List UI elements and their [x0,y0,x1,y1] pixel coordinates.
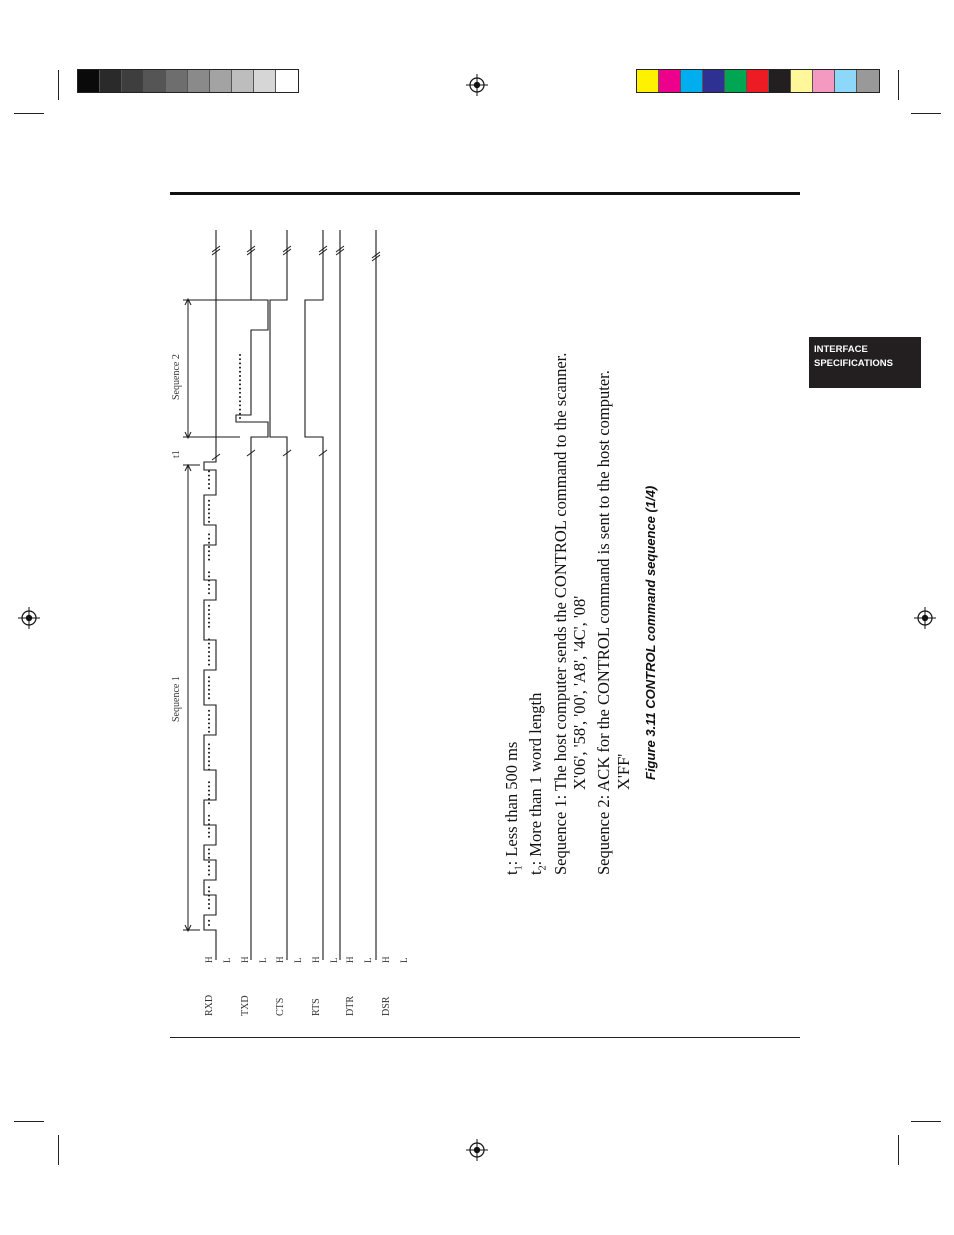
signal-name-dsr: DSR [381,996,392,1016]
t2-subscript: 2 [537,865,549,871]
legend-seq1-line1: Sequence 1: The host computer sends the CONTROL command to the scanner. [551,352,570,875]
signal-low-label: L [258,957,268,963]
bit-dot [208,500,210,502]
bit-dot [239,404,241,406]
bit-dot [239,379,241,381]
bit-dot [208,676,210,678]
bit-dot [208,920,210,922]
bit-dot [208,790,210,792]
bit-dot [208,798,210,800]
bit-dot [208,760,210,762]
bit-dot [208,571,210,573]
bit-dot [208,832,210,834]
bit-dot [208,727,210,729]
t1-subscript: 1 [513,865,525,871]
bit-dot [208,647,210,649]
bit-dot [239,400,241,402]
bit-dot [208,819,210,821]
bit-dot [239,354,241,356]
bit-dot [239,409,241,411]
bit-dot [208,542,210,544]
section-tab-line1: INTERFACE [814,344,868,355]
rts-waveform [305,230,323,960]
signal-name-rts: RTS [311,998,322,1016]
bit-dot [208,584,210,586]
legend-seq1-line2: X'06', '58', '00', 'A8', '4C', '08' [570,595,589,790]
bit-dot [208,470,210,472]
bit-dot [208,655,210,657]
signal-low-label: L [399,957,409,963]
t1-symbol: t [502,870,521,875]
bit-dot [208,764,210,766]
bit-dot [208,559,210,561]
bit-dot [208,861,210,863]
cts-waveform [270,230,287,960]
signal-high-label: H [240,956,250,963]
bit-dot [208,907,210,909]
bit-dot [208,924,210,926]
bit-dot [208,827,210,829]
signal-name-txd: TXD [240,995,251,1016]
bit-dot [208,643,210,645]
signal-high-label: H [311,956,321,963]
bit-dot [239,383,241,385]
signal-high-label: H [345,956,355,963]
bit-dot [208,853,210,855]
bit-dot [239,375,241,377]
bit-dot [208,748,210,750]
legend-t1 [504,742,524,875]
bit-dot [208,689,210,691]
bit-dot [208,874,210,876]
t2-symbol: t [526,870,545,875]
t2-text: : More than 1 word length [526,692,545,866]
bit-dot [208,890,210,892]
bit-dot [208,487,210,489]
bit-dot [208,899,210,901]
bit-dot [208,697,210,699]
signal-low-label: L [222,957,232,963]
bit-dot [208,626,210,628]
bit-dot [208,605,210,607]
signal-low-label: L [363,957,373,963]
bit-dot [239,367,241,369]
bit-dot [239,413,241,415]
bit-dot [208,815,210,817]
bit-dot [208,592,210,594]
bit-dot [208,575,210,577]
bit-dot [208,580,210,582]
bit-dot [208,651,210,653]
bit-dot [208,731,210,733]
bit-dot [208,512,210,514]
bit-dot [208,638,210,640]
bit-dot [208,546,210,548]
bit-dot [208,781,210,783]
bit-dot [208,554,210,556]
bit-dot [208,857,210,859]
sequence1-label: Sequence 1 [171,676,182,722]
bit-dot [208,802,210,804]
bit-dot [208,903,210,905]
bit-dot [239,417,241,419]
t1-label: t1 [171,450,182,458]
bit-dot [239,388,241,390]
bit-dot [208,895,210,897]
legend-seq2-line2: X'FF' [614,753,633,790]
bit-dot [208,533,210,535]
bit-dot [208,693,210,695]
bit-dot [208,479,210,481]
bit-dot [239,358,241,360]
bit-dot [208,752,210,754]
bit-dot [208,848,210,850]
bit-dot [208,550,210,552]
t1-text: : Less than 500 ms [502,741,521,866]
bit-dot [208,508,210,510]
bit-dot [208,743,210,745]
bit-dot [208,756,210,758]
bit-dot [208,769,210,771]
bit-dot [208,886,210,888]
bit-dot [208,521,210,523]
legend-t2 [528,693,548,875]
bit-dot [208,794,210,796]
signal-name-rxd: RXD [204,994,215,1016]
signal-name-dtr: DTR [345,996,356,1016]
bit-dot [208,718,210,720]
bit-dot [208,504,210,506]
sequence2-label: Sequence 2 [171,354,182,400]
signal-low-label: L [329,957,339,963]
bit-dot [208,823,210,825]
bit-dot [208,475,210,477]
signal-low-label: L [293,957,303,963]
bit-dot [208,865,210,867]
bit-dot [208,785,210,787]
bit-dot [208,659,210,661]
txd-waveform [236,230,268,960]
bit-dot [208,588,210,590]
bit-dot [239,362,241,364]
rxd-waveform [204,230,216,960]
signal-high-label: H [204,956,214,963]
bit-dot [208,483,210,485]
legend-seq2-line1: Sequence 2: ACK for the CONTROL command is sent to the host computer. [594,370,613,875]
figure-caption: Figure 3.11 CONTROL command sequence (1/4) [643,485,658,780]
signal-high-label: H [275,956,285,963]
bit-dot [208,680,210,682]
bit-dot [208,710,210,712]
bit-dot [208,722,210,724]
bit-dot [208,714,210,716]
bit-dot [208,617,210,619]
bit-dot [208,517,210,519]
bit-dot [208,538,210,540]
bit-dot [208,869,210,871]
section-tab-line2: SPECIFICATIONS [814,358,893,369]
bit-dot [208,685,210,687]
bit-dot [208,613,210,615]
bit-dot [208,622,210,624]
bit-dot [239,392,241,394]
bit-dot [208,836,210,838]
signal-name-cts: CTS [275,997,286,1016]
bit-dot [208,664,210,666]
bit-dot [239,396,241,398]
bit-dot [239,371,241,373]
bit-dot [208,609,210,611]
signal-high-label: H [381,956,391,963]
